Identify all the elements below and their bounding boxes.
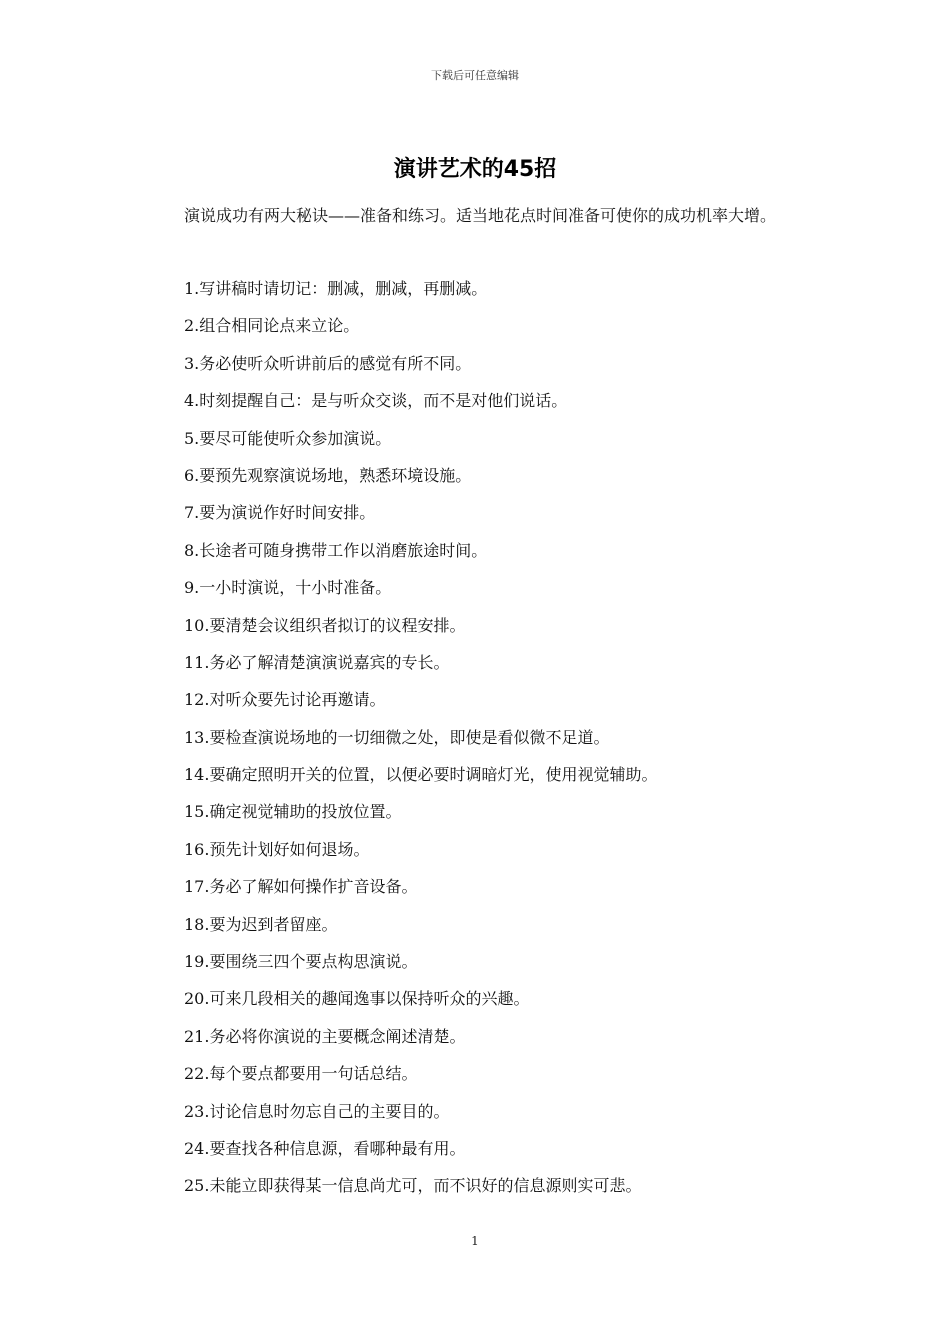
list-item: 23.讨论信息时勿忘自己的主要目的。 (184, 1101, 450, 1121)
tips-list (184, 270, 824, 1205)
list-item: 3.务必使听众听讲前后的感觉有所不同。 (184, 353, 472, 373)
list-item: 12.对听众要先讨论再邀请。 (184, 690, 386, 710)
list-item: 13.要检查演说场地的一切细微之处，即使是看似微不足道。 (184, 727, 610, 747)
list-item: 24.要查找各种信息源，看哪种最有用。 (184, 1138, 466, 1158)
list-item: 4.时刻提醒自己：是与听众交谈，而不是对他们说话。 (184, 391, 568, 411)
list-item: 15.确定视觉辅助的投放位置。 (184, 802, 402, 822)
list-item: 21.务必将你演说的主要概念阐述清楚。 (184, 1026, 466, 1046)
list-item: 16.预先计划好如何退场。 (184, 839, 370, 859)
list-item: 6.要预先观察演说场地，熟悉环境设施。 (184, 465, 472, 485)
header-note: 下载后可任意编辑 (431, 69, 519, 82)
list-item: 17.务必了解如何操作扩音设备。 (184, 877, 418, 897)
list-item: 10.要清楚会议组织者拟订的议程安排。 (184, 615, 466, 635)
page-number: 1 (471, 1234, 479, 1248)
list-item: 14.要确定照明开关的位置，以便必要时调暗灯光，使用视觉辅助。 (184, 765, 658, 785)
list-item: 11.务必了解清楚演演说嘉宾的专长。 (184, 652, 450, 672)
list-item: 18.要为迟到者留座。 (184, 914, 338, 934)
intro-paragraph: 演说成功有两大秘诀——准备和练习。适当地花点时间准备可使你的成功机率大增。 (184, 206, 777, 225)
list-item: 20.可来几段相关的趣闻逸事以保持听众的兴趣。 (184, 989, 530, 1009)
list-item: 9.一小时演说，十小时准备。 (184, 578, 392, 598)
list-item: 2.组合相同论点来立论。 (184, 316, 360, 336)
list-item: 22.每个要点都要用一句话总结。 (184, 1064, 418, 1084)
list-item: 7.要为演说作好时间安排。 (184, 503, 376, 523)
list-item: 19.要围绕三四个要点构思演说。 (184, 952, 418, 972)
list-item: 25.未能立即获得某一信息尚尤可，而不识好的信息源则实可悲。 (184, 1176, 642, 1196)
list-item: 1.写讲稿时请切记：删减，删减，再删减。 (184, 279, 488, 298)
document-title: 演讲艺术的45招 (393, 157, 557, 182)
list-item: 8.长途者可随身携带工作以消磨旅途时间。 (184, 540, 488, 560)
list-item: 5.要尽可能使听众参加演说。 (184, 428, 392, 448)
